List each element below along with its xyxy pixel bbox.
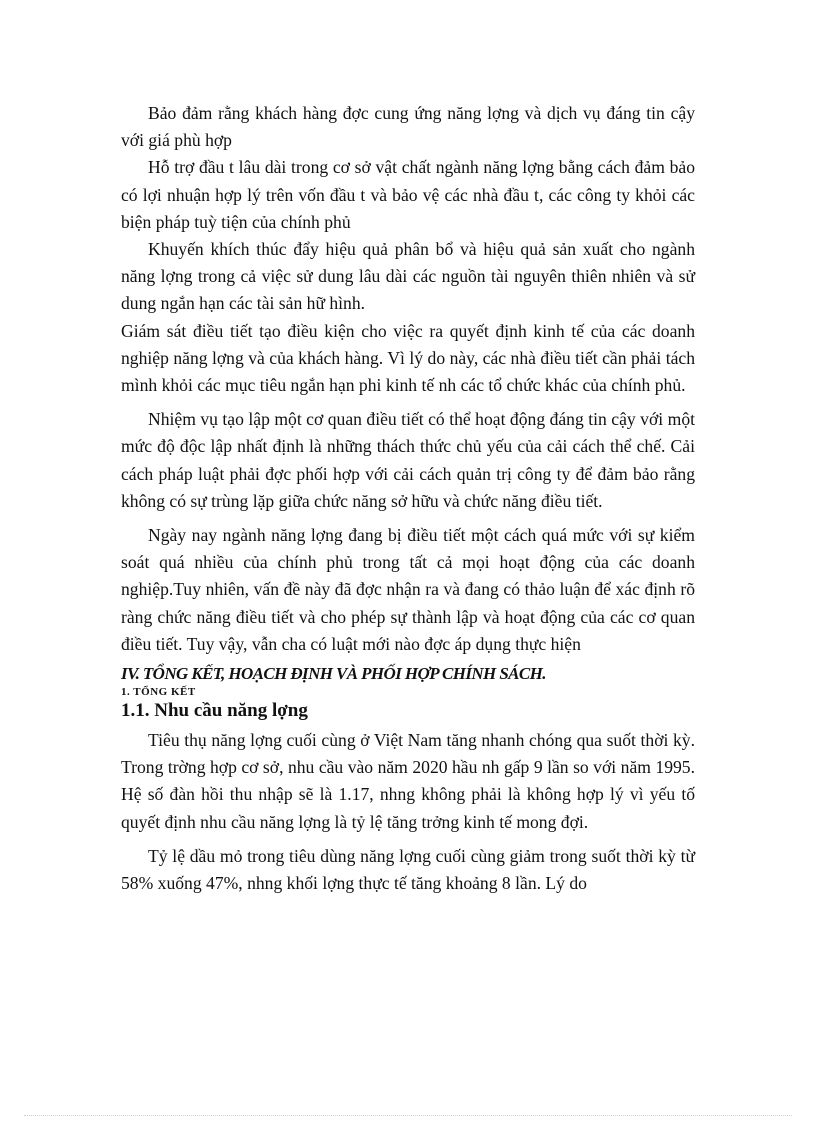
paragraph-regulator-task: Nhiệm vụ tạo lập một cơ quan điều tiết có thể hoạt động đáng tin cậy với một mức độ độc lập nhất định là những thách thức chủ yếu của cải cách thể chế. Cải cách pháp luật phải đợc phối hợp với cải cách quản trị công ty để đảm bảo rằng không có sự trùng lặp giữa chức năng sở hữu và chức năng điều tiết. [121,409,695,511]
paragraph-reliable-supply: Bảo đảm rằng khách hàng đợc cung ứng năng lợng và dịch vụ đáng tin cậy với giá phù hợp [121,103,695,151]
paragraph-supervision: Giám sát điều tiết tạo điều kiện cho việc ra quyết định kinh tế của các doanh nghiệp năng lợng và của khách hàng. Vì lý do này, các nhà điều tiết cần phải tách mình khỏi các mục tiêu ngắn hạn phi kinh tế nh các tổ chức khác của chính phủ. [121,320,695,396]
paragraph-oil-share: Tỷ lệ dầu mỏ trong tiêu dùng năng lợng cuối cùng giảm trong suốt thời kỳ từ 58% xuống 47%, nhng khối lợng thực tế tăng khoảng 8 lần. Lý do [121,845,695,894]
paragraph-efficiency: Khuyến khích thúc đẩy hiệu quả phân bổ và hiệu quả sản xuất cho ngành năng lợng trong cả việc sử dung lâu dài các nguồn tài nguyên thiên nhiên và sử dung ngắn hạn các tài sản hữ hình. [121,239,695,314]
paragraph-energy-consumption: Tiêu thụ năng lợng cuối cùng ở Việt Nam tăng nhanh chóng qua suốt thời kỳ. Trong trờng hợp cơ sở, nhu cầu vào năm 2020 hầu nh gấp 9 lần so với năm 1995. Hệ số đàn hồi thu nhập sẽ là 1.17, nhng không phải là không hợp lý vì yếu tố quyết định nhu cầu năng lợng là tỷ lệ tăng trởng kinh tế mong đợi. [121,730,695,832]
sub-sub-heading: 1.1. Nhu cầu năng lợng [121,700,308,722]
document-page [121,100,695,897]
page-bottom-rule [24,1115,792,1116]
sub-heading: 1. TỔNG KẾT [121,686,196,699]
paragraph-current-state: Ngày nay ngành năng lợng đang bị điều tiết một cách quá mức với sự kiểm soát quá nhiều của chính phủ trong tất cả mọi hoạt động của các doanh nghiệp.Tuy nhiên, vấn đề này đã đợc nhận ra và đang có thảo luận để xác định rõ ràng chức năng điều tiết và cho phép sự thành lập và hoạt động của các cơ quan điều tiết. Tuy vậy, vẫn cha có luật mới nào đợc áp dụng thực hiện [121,525,695,654]
section-heading: IV. TỔNG KẾT, HOẠCH ĐỊNH VÀ PHỐI HỢP CHÍNH SÁCH. [121,664,546,684]
paragraph-long-term-investment: Hỗ trợ đầu t lâu dài trong cơ sở vật chất ngành năng lợng bằng cách đảm bảo có lợi nhuận hợp lý trên vốn đầu t và bảo vệ các nhà đầu t, các công ty khỏi các biện pháp tuỳ tiện của chính phủ [121,157,695,232]
